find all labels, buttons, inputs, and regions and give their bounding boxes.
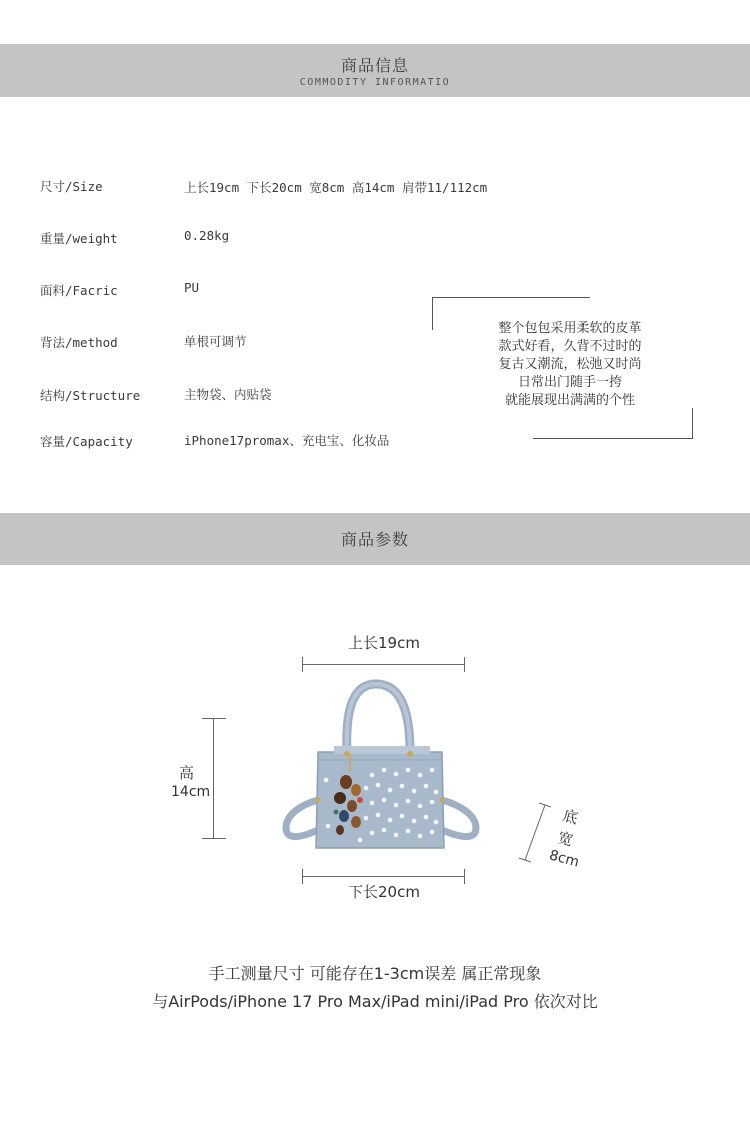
spec-label-method: 背法/method — [40, 335, 118, 350]
header-title: 商品信息 — [340, 56, 409, 75]
spec-label-weight: 重量/weight — [40, 231, 118, 246]
bottom-length-label: 下长20cm — [348, 883, 420, 901]
depth-value: 8cm — [547, 847, 581, 871]
spec-label-capacity: 容量/Capacity — [40, 434, 133, 449]
spec-value-fabric: PU — [184, 280, 200, 295]
spec-value-capacity: iPhone17promax、充电宝、化妆品 — [184, 433, 390, 448]
height-value: 14cm — [171, 784, 211, 800]
spec-label-size: 尺寸/Size — [40, 179, 103, 194]
spec-label-fabric: 面料/Facric — [40, 283, 118, 298]
description-line: 复古又潮流，松弛又时尚 — [498, 357, 642, 372]
description-line: 就能展现出满满的个性 — [504, 393, 635, 408]
depth-label-1: 底 — [560, 806, 580, 828]
depth-label-2: 宽 — [555, 828, 575, 850]
top-length-label: 上长19cm — [348, 634, 420, 652]
spec-value-structure: 主物袋、内贴袋 — [184, 387, 272, 402]
description-line: 整个包包采用柔软的皮革 — [498, 321, 642, 336]
height-label: 高 — [179, 764, 195, 782]
header-subtitle: COMMODITY INFORMATIO — [299, 77, 451, 88]
description-line: 款式好看，久背不过时的 — [498, 339, 642, 354]
description-line: 日常出门随手一挎 — [517, 375, 622, 390]
spec-label-structure: 结构/Structure — [40, 388, 141, 403]
measurement-note: 手工测量尺寸 可能存在1-3cm误差 属正常现象 — [208, 964, 542, 983]
params-title: 商品参数 — [340, 530, 409, 549]
comparison-note: 与AirPods/iPhone 17 Pro Max/iPad mini/iPad Pro 依次对比 — [152, 992, 598, 1011]
spec-value-size: 上长19cm 下长20cm 宽8cm 高14cm 肩带11/112cm — [184, 180, 488, 195]
spec-value-method: 单根可调节 — [184, 334, 247, 349]
spec-value-weight: 0.28kg — [184, 228, 230, 243]
